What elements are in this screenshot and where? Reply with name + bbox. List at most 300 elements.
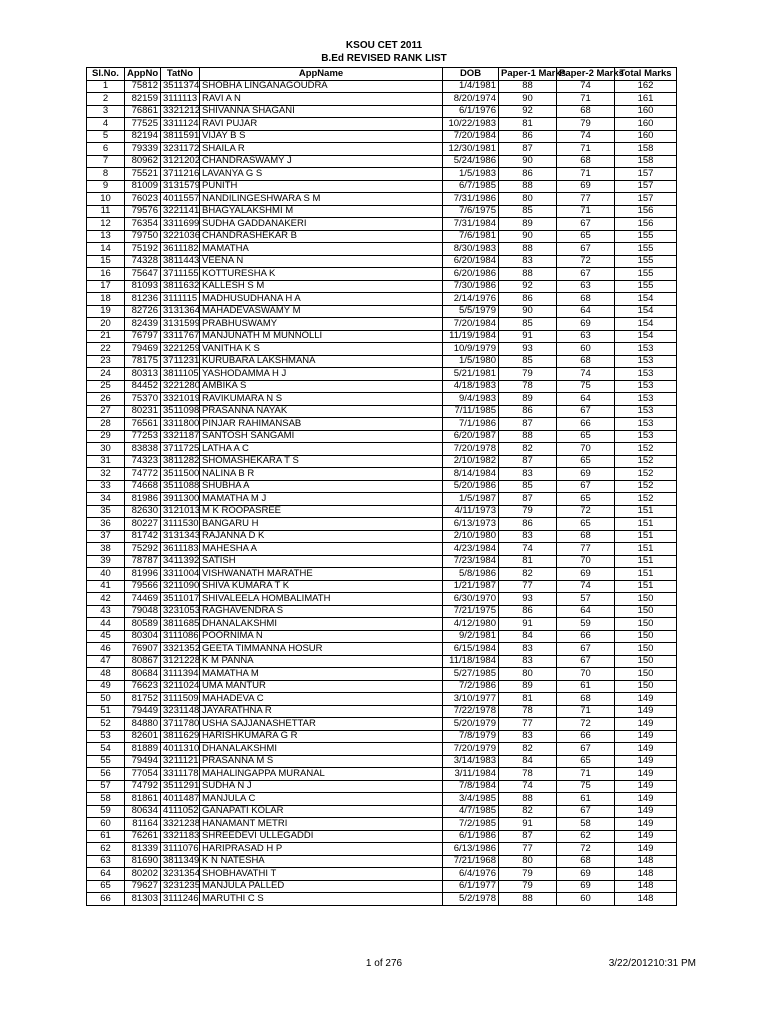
table-row — [87, 530, 677, 543]
cell-appname: K N NATESHA — [200, 855, 443, 868]
cell-appname: HARISHKUMARA G R — [200, 730, 443, 743]
cell-appno: 74668 — [125, 480, 161, 493]
cell-slno: 56 — [87, 768, 125, 781]
cell-paper1: 82 — [499, 743, 557, 756]
cell-slno: 12 — [87, 218, 125, 231]
cell-tatno: 3231235 — [161, 880, 200, 893]
cell-appname: KOTTURESHA K — [200, 268, 443, 281]
cell-appno: 81236 — [125, 293, 161, 306]
cell-paper1: 86 — [499, 293, 557, 306]
cell-appname: VISHWANATH MARATHE — [200, 568, 443, 581]
table-row — [87, 655, 677, 668]
cell-appno: 76261 — [125, 830, 161, 843]
cell-paper1: 82 — [499, 805, 557, 818]
cell-slno: 13 — [87, 230, 125, 243]
cell-appname: RAVI PUJAR — [200, 118, 443, 131]
cell-appname: MARUTHI C S — [200, 893, 443, 906]
table-row — [87, 255, 677, 268]
cell-appname: RAGHAVENDRA S — [200, 605, 443, 618]
cell-total: 153 — [615, 380, 677, 393]
cell-slno: 20 — [87, 318, 125, 331]
table-row — [87, 755, 677, 768]
cell-paper1: 79 — [499, 880, 557, 893]
cell-appname: MAHADEVA C — [200, 693, 443, 706]
cell-total: 157 — [615, 193, 677, 206]
cell-appname: RAVIKUMARA N S — [200, 393, 443, 406]
cell-paper1: 85 — [499, 355, 557, 368]
cell-paper1: 87 — [499, 418, 557, 431]
cell-dob: 1/4/1981 — [443, 80, 499, 93]
table-row — [87, 543, 677, 556]
cell-total: 162 — [615, 80, 677, 93]
cell-slno: 52 — [87, 718, 125, 731]
cell-slno: 50 — [87, 693, 125, 706]
header-row — [87, 68, 677, 81]
table-row — [87, 193, 677, 206]
cell-appname: MAHALINGAPPA MURANAL — [200, 768, 443, 781]
cell-dob: 5/5/1979 — [443, 305, 499, 318]
cell-tatno: 4011557 — [161, 193, 200, 206]
cell-paper1: 81 — [499, 555, 557, 568]
table-row — [87, 343, 677, 356]
cell-appno: 84452 — [125, 380, 161, 393]
cell-dob: 10/9/1979 — [443, 343, 499, 356]
cell-slno: 4 — [87, 118, 125, 131]
cell-appno: 80202 — [125, 868, 161, 881]
cell-total: 158 — [615, 143, 677, 156]
cell-tatno: 3311767 — [161, 330, 200, 343]
cell-tatno: 3311699 — [161, 218, 200, 231]
cell-dob: 6/1/1976 — [443, 105, 499, 118]
cell-dob: 1/5/1980 — [443, 355, 499, 368]
cell-slno: 21 — [87, 330, 125, 343]
cell-appname: SHOBHA LINGANAGOUDRA — [200, 80, 443, 93]
cell-paper2: 58 — [557, 818, 615, 831]
cell-appno: 82601 — [125, 730, 161, 743]
cell-appno: 75812 — [125, 80, 161, 93]
cell-total: 153 — [615, 405, 677, 418]
cell-dob: 12/30/1981 — [443, 143, 499, 156]
cell-total: 149 — [615, 818, 677, 831]
cell-appno: 74323 — [125, 455, 161, 468]
table-row — [87, 805, 677, 818]
cell-tatno: 3321183 — [161, 830, 200, 843]
cell-total: 154 — [615, 318, 677, 331]
cell-slno: 3 — [87, 105, 125, 118]
cell-paper1: 88 — [499, 268, 557, 281]
cell-tatno: 3221280 — [161, 380, 200, 393]
cell-paper1: 85 — [499, 205, 557, 218]
cell-total: 150 — [615, 655, 677, 668]
cell-total: 150 — [615, 618, 677, 631]
cell-appno: 82630 — [125, 505, 161, 518]
cell-dob: 7/11/1985 — [443, 405, 499, 418]
cell-appname: LAVANYA G S — [200, 168, 443, 181]
cell-total: 148 — [615, 855, 677, 868]
cell-tatno: 3111394 — [161, 668, 200, 681]
cell-paper1: 86 — [499, 130, 557, 143]
cell-dob: 4/11/1973 — [443, 505, 499, 518]
cell-appno: 81986 — [125, 493, 161, 506]
cell-paper1: 80 — [499, 193, 557, 206]
cell-paper1: 83 — [499, 468, 557, 481]
rank-list-body — [87, 80, 677, 905]
cell-paper2: 71 — [557, 205, 615, 218]
cell-slno: 57 — [87, 780, 125, 793]
cell-paper2: 67 — [557, 655, 615, 668]
cell-appname: MAMATHA M J — [200, 493, 443, 506]
cell-paper1: 89 — [499, 218, 557, 231]
table-row — [87, 580, 677, 593]
cell-dob: 2/10/1980 — [443, 530, 499, 543]
cell-appno: 75647 — [125, 268, 161, 281]
table-row — [87, 555, 677, 568]
cell-total: 150 — [615, 643, 677, 656]
cell-appno: 79048 — [125, 605, 161, 618]
cell-slno: 54 — [87, 743, 125, 756]
cell-paper1: 78 — [499, 768, 557, 781]
cell-tatno: 3711216 — [161, 168, 200, 181]
cell-appname: SHIVALEELA HOMBALIMATH — [200, 593, 443, 606]
cell-paper2: 71 — [557, 705, 615, 718]
cell-paper2: 61 — [557, 680, 615, 693]
cell-total: 149 — [615, 693, 677, 706]
cell-dob: 7/21/1975 — [443, 605, 499, 618]
cell-dob: 7/20/1978 — [443, 443, 499, 456]
cell-appno: 80231 — [125, 405, 161, 418]
cell-tatno: 3321238 — [161, 818, 200, 831]
cell-appname: SHREEDEVI ULLEGADDI — [200, 830, 443, 843]
cell-appname: VEENA N — [200, 255, 443, 268]
table-row — [87, 355, 677, 368]
cell-appname: SATISH — [200, 555, 443, 568]
cell-tatno: 3511088 — [161, 480, 200, 493]
table-row — [87, 205, 677, 218]
cell-tatno: 3321352 — [161, 643, 200, 656]
table-row — [87, 418, 677, 431]
cell-appno: 74792 — [125, 780, 161, 793]
cell-paper1: 77 — [499, 580, 557, 593]
cell-appno: 81996 — [125, 568, 161, 581]
cell-tatno: 3211121 — [161, 755, 200, 768]
cell-tatno: 3511098 — [161, 405, 200, 418]
cell-appname: BHAGYALAKSHMI M — [200, 205, 443, 218]
cell-paper2: 68 — [557, 155, 615, 168]
cell-appno: 84880 — [125, 718, 161, 731]
cell-appno: 81164 — [125, 818, 161, 831]
cell-paper1: 86 — [499, 518, 557, 531]
cell-paper2: 67 — [557, 243, 615, 256]
cell-tatno: 3111530 — [161, 518, 200, 531]
cell-paper1: 92 — [499, 280, 557, 293]
cell-appno: 74469 — [125, 593, 161, 606]
cell-slno: 2 — [87, 93, 125, 106]
cell-total: 149 — [615, 755, 677, 768]
cell-paper2: 59 — [557, 618, 615, 631]
cell-appname: GANAPATI KOLAR — [200, 805, 443, 818]
cell-slno: 33 — [87, 480, 125, 493]
cell-appname: DHANALAKSHMI — [200, 743, 443, 756]
cell-appname: GEETA TIMMANNA HOSUR — [200, 643, 443, 656]
cell-appno: 81690 — [125, 855, 161, 868]
cell-tatno: 3511291 — [161, 780, 200, 793]
cell-total: 149 — [615, 718, 677, 731]
cell-tatno: 3131343 — [161, 530, 200, 543]
page-number: 1 of 276 — [365, 958, 403, 969]
cell-total: 153 — [615, 393, 677, 406]
cell-appno: 76623 — [125, 680, 161, 693]
cell-appno: 82439 — [125, 318, 161, 331]
cell-appno: 82726 — [125, 305, 161, 318]
table-row — [87, 855, 677, 868]
cell-paper2: 67 — [557, 268, 615, 281]
cell-tatno: 3811632 — [161, 280, 200, 293]
table-row — [87, 493, 677, 506]
cell-dob: 5/8/1986 — [443, 568, 499, 581]
cell-appno: 79449 — [125, 705, 161, 718]
cell-paper1: 77 — [499, 718, 557, 731]
cell-appname: SHUBHA A — [200, 480, 443, 493]
cell-appno: 78787 — [125, 555, 161, 568]
cell-dob: 7/23/1984 — [443, 555, 499, 568]
cell-total: 158 — [615, 155, 677, 168]
cell-paper2: 62 — [557, 830, 615, 843]
cell-appname: MANJUNATH M MUNNOLLI — [200, 330, 443, 343]
cell-paper2: 65 — [557, 493, 615, 506]
cell-paper2: 75 — [557, 780, 615, 793]
cell-appno: 76354 — [125, 218, 161, 231]
column-header-tatno: TatNo — [161, 68, 200, 81]
column-header-dob: DOB — [443, 68, 499, 81]
cell-slno: 49 — [87, 680, 125, 693]
cell-total: 160 — [615, 130, 677, 143]
cell-slno: 16 — [87, 268, 125, 281]
cell-paper1: 84 — [499, 630, 557, 643]
table-row — [87, 880, 677, 893]
cell-paper1: 74 — [499, 780, 557, 793]
cell-appno: 76023 — [125, 193, 161, 206]
cell-appno: 74772 — [125, 468, 161, 481]
cell-tatno: 3811282 — [161, 455, 200, 468]
cell-total: 152 — [615, 480, 677, 493]
table-row — [87, 468, 677, 481]
cell-paper2: 63 — [557, 330, 615, 343]
cell-total: 154 — [615, 330, 677, 343]
cell-total: 151 — [615, 555, 677, 568]
cell-tatno: 3311178 — [161, 768, 200, 781]
cell-appno: 79339 — [125, 143, 161, 156]
cell-dob: 4/12/1980 — [443, 618, 499, 631]
cell-paper2: 68 — [557, 855, 615, 868]
cell-paper2: 74 — [557, 368, 615, 381]
table-row — [87, 318, 677, 331]
cell-dob: 3/10/1977 — [443, 693, 499, 706]
cell-tatno: 3811591 — [161, 130, 200, 143]
cell-appno: 80304 — [125, 630, 161, 643]
cell-dob: 2/14/1976 — [443, 293, 499, 306]
cell-appname: MAHESHA A — [200, 543, 443, 556]
table-row — [87, 118, 677, 131]
cell-slno: 26 — [87, 393, 125, 406]
cell-total: 149 — [615, 768, 677, 781]
cell-paper1: 87 — [499, 143, 557, 156]
cell-appname: JAYARATHNA R — [200, 705, 443, 718]
cell-slno: 27 — [87, 405, 125, 418]
cell-slno: 18 — [87, 293, 125, 306]
cell-paper1: 87 — [499, 493, 557, 506]
table-row — [87, 505, 677, 518]
cell-appname: MADHUSUDHANA H A — [200, 293, 443, 306]
cell-dob: 5/21/1981 — [443, 368, 499, 381]
cell-appname: SHOBHAVATHI T — [200, 868, 443, 881]
table-row — [87, 330, 677, 343]
cell-dob: 6/13/1986 — [443, 843, 499, 856]
cell-appname: KURUBARA LAKSHMANA — [200, 355, 443, 368]
cell-slno: 23 — [87, 355, 125, 368]
cell-tatno: 3111086 — [161, 630, 200, 643]
cell-appno: 82194 — [125, 130, 161, 143]
table-row — [87, 668, 677, 681]
cell-tatno: 3811629 — [161, 730, 200, 743]
cell-slno: 31 — [87, 455, 125, 468]
cell-paper2: 60 — [557, 893, 615, 906]
cell-total: 151 — [615, 568, 677, 581]
cell-paper1: 90 — [499, 230, 557, 243]
cell-paper1: 74 — [499, 543, 557, 556]
cell-appno: 80684 — [125, 668, 161, 681]
table-row — [87, 380, 677, 393]
cell-tatno: 3121202 — [161, 155, 200, 168]
cell-tatno: 4011310 — [161, 743, 200, 756]
cell-slno: 55 — [87, 755, 125, 768]
cell-appname: NANDILINGESHWARA S M — [200, 193, 443, 206]
cell-appname: BANGARU H — [200, 518, 443, 531]
table-row — [87, 293, 677, 306]
cell-tatno: 3211090 — [161, 580, 200, 593]
cell-slno: 53 — [87, 730, 125, 743]
table-row — [87, 630, 677, 643]
cell-appname: KALLESH S M — [200, 280, 443, 293]
cell-paper1: 79 — [499, 868, 557, 881]
cell-paper1: 90 — [499, 155, 557, 168]
cell-paper2: 65 — [557, 230, 615, 243]
cell-dob: 7/20/1979 — [443, 743, 499, 756]
table-row — [87, 605, 677, 618]
cell-tatno: 3111246 — [161, 893, 200, 906]
cell-paper1: 83 — [499, 255, 557, 268]
column-header-paper1: Paper-1 Marks — [499, 68, 557, 81]
cell-slno: 15 — [87, 255, 125, 268]
cell-paper1: 85 — [499, 318, 557, 331]
cell-dob: 7/8/1979 — [443, 730, 499, 743]
cell-total: 161 — [615, 93, 677, 106]
table-row — [87, 568, 677, 581]
cell-paper2: 66 — [557, 630, 615, 643]
cell-paper1: 80 — [499, 668, 557, 681]
cell-slno: 64 — [87, 868, 125, 881]
cell-appname: LATHA A C — [200, 443, 443, 456]
table-row — [87, 743, 677, 756]
cell-paper2: 70 — [557, 555, 615, 568]
cell-dob: 4/7/1985 — [443, 805, 499, 818]
cell-dob: 1/21/1987 — [443, 580, 499, 593]
table-row — [87, 768, 677, 781]
cell-paper1: 78 — [499, 380, 557, 393]
cell-paper2: 70 — [557, 668, 615, 681]
cell-dob: 7/22/1978 — [443, 705, 499, 718]
cell-paper2: 65 — [557, 455, 615, 468]
cell-slno: 40 — [87, 568, 125, 581]
cell-paper2: 69 — [557, 880, 615, 893]
cell-appname: SHIVA KUMARA T K — [200, 580, 443, 593]
cell-paper1: 79 — [499, 505, 557, 518]
cell-total: 151 — [615, 530, 677, 543]
cell-appno: 81009 — [125, 180, 161, 193]
cell-paper2: 72 — [557, 505, 615, 518]
cell-dob: 6/7/1985 — [443, 180, 499, 193]
cell-total: 152 — [615, 443, 677, 456]
cell-tatno: 3111509 — [161, 693, 200, 706]
cell-paper2: 69 — [557, 568, 615, 581]
cell-appname: VANITHA K S — [200, 343, 443, 356]
cell-appno: 81093 — [125, 280, 161, 293]
cell-dob: 7/6/1975 — [443, 205, 499, 218]
cell-tatno: 3321212 — [161, 105, 200, 118]
cell-appno: 81303 — [125, 893, 161, 906]
cell-tatno: 3611182 — [161, 243, 200, 256]
cell-paper2: 69 — [557, 468, 615, 481]
cell-appno: 82159 — [125, 93, 161, 106]
cell-total: 149 — [615, 843, 677, 856]
cell-paper1: 88 — [499, 180, 557, 193]
cell-total: 148 — [615, 880, 677, 893]
cell-paper2: 67 — [557, 805, 615, 818]
cell-appno: 80589 — [125, 618, 161, 631]
cell-tatno: 3131579 — [161, 180, 200, 193]
cell-paper2: 66 — [557, 418, 615, 431]
cell-dob: 10/22/1983 — [443, 118, 499, 131]
cell-appno: 74328 — [125, 255, 161, 268]
cell-tatno: 3711780 — [161, 718, 200, 731]
cell-paper2: 79 — [557, 118, 615, 131]
table-row — [87, 705, 677, 718]
cell-paper2: 63 — [557, 280, 615, 293]
cell-slno: 38 — [87, 543, 125, 556]
cell-paper2: 71 — [557, 168, 615, 181]
cell-appno: 81742 — [125, 530, 161, 543]
cell-paper1: 83 — [499, 730, 557, 743]
cell-appno: 75292 — [125, 543, 161, 556]
cell-paper1: 81 — [499, 693, 557, 706]
cell-paper1: 90 — [499, 93, 557, 106]
cell-appname: AMBIKA S — [200, 380, 443, 393]
cell-paper2: 61 — [557, 793, 615, 806]
cell-tatno: 3111115 — [161, 293, 200, 306]
cell-appname: SUDHA N J — [200, 780, 443, 793]
cell-total: 153 — [615, 418, 677, 431]
cell-appname: SHAILA R — [200, 143, 443, 156]
table-row — [87, 693, 677, 706]
cell-tatno: 3711725 — [161, 443, 200, 456]
cell-paper2: 71 — [557, 93, 615, 106]
cell-appno: 76907 — [125, 643, 161, 656]
column-header-total: Total Marks — [615, 68, 677, 81]
cell-dob: 7/8/1984 — [443, 780, 499, 793]
cell-total: 148 — [615, 868, 677, 881]
cell-slno: 62 — [87, 843, 125, 856]
table-row — [87, 643, 677, 656]
cell-dob: 7/20/1984 — [443, 318, 499, 331]
